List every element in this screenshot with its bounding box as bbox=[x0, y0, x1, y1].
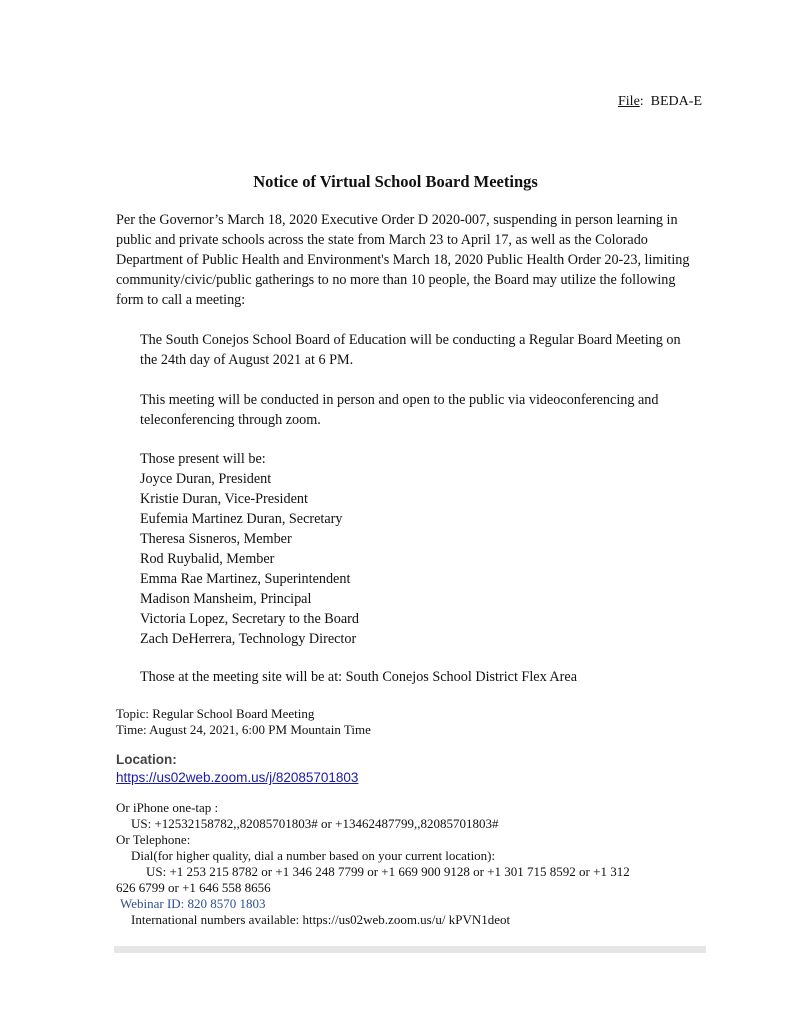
iphone-label: Or iPhone one-tap : bbox=[116, 800, 219, 815]
file-label: File bbox=[618, 94, 640, 109]
attendee-item: Emma Rae Martinez, Superintendent bbox=[140, 571, 351, 587]
meeting-paragraph: The South Conejos School Board of Education will be conducting a Regular Board Meeting on the 24th day of August 2021 at 6 PM. bbox=[140, 332, 681, 368]
footer-divider bbox=[114, 946, 706, 953]
attendee-list bbox=[140, 449, 700, 649]
zoom-topic: Topic: Regular School Board Meeting bbox=[116, 706, 315, 721]
attendee-item: Theresa Sisneros, Member bbox=[140, 531, 292, 547]
file-code: BEDA-E bbox=[650, 94, 702, 109]
intro-paragraph: Per the Governor’s March 18, 2020 Executive Order D 2020-007, suspending in person learning in public and private schools across the state from March 23 to April 17, as well as the Colorado Department of Public Health and Environment's March 18, 2020 Public Health Order 20-23, limiting community/civic/public gatherings to no more than 10 people, the Board may utilize the following form to call a meeting: bbox=[116, 212, 690, 309]
attendee-item: Eufemia Martinez Duran, Secretary bbox=[140, 511, 343, 527]
dial-numbers-line1: US: +1 253 215 8782 or +1 346 248 7799 or +1 669 900 9128 or +1 301 715 8592 or +1 312 bbox=[146, 864, 630, 879]
page-title: Notice of Virtual School Board Meetings bbox=[253, 172, 538, 191]
file-reference: File: BEDA-E bbox=[618, 94, 702, 109]
meeting-site: Those at the meeting site will be at: South Conejos School District Flex Area bbox=[140, 669, 577, 685]
zoom-link[interactable]: https://us02web.zoom.us/j/82085701803 bbox=[116, 770, 359, 785]
zoom-topic-block bbox=[116, 706, 371, 738]
dial-note: Dial(for higher quality, dial a number based on your current location): bbox=[131, 848, 496, 863]
attendee-item: Madison Mansheim, Principal bbox=[140, 591, 312, 607]
attendee-item: Rod Ruybalid, Member bbox=[140, 551, 275, 567]
conduct-paragraph: This meeting will be conducted in person and open to the public via videoconferencing and teleconferencing through zoom. bbox=[140, 392, 659, 428]
iphone-numbers: US: +12532158782,,82085701803# or +13462487799,,82085701803# bbox=[131, 816, 499, 831]
telephone-label: Or Telephone: bbox=[116, 832, 191, 847]
webinar-id: Webinar ID: 820 8570 1803 bbox=[120, 896, 266, 911]
international-numbers: International numbers available: https://us02web.zoom.us/u/ kPVN1deot bbox=[131, 912, 511, 927]
dial-in-block bbox=[116, 800, 706, 928]
dial-numbers-line2: 626 6799 or +1 646 558 8656 bbox=[116, 880, 271, 895]
location-label: Location: bbox=[116, 752, 177, 767]
attendee-item: Joyce Duran, President bbox=[140, 471, 272, 487]
attendee-heading: Those present will be: bbox=[140, 451, 266, 467]
zoom-time: Time: August 24, 2021, 6:00 PM Mountain Time bbox=[116, 722, 371, 737]
attendee-item: Zach DeHerrera, Technology Director bbox=[140, 631, 357, 647]
attendee-item: Victoria Lopez, Secretary to the Board bbox=[140, 611, 359, 627]
attendee-item: Kristie Duran, Vice-President bbox=[140, 491, 308, 507]
